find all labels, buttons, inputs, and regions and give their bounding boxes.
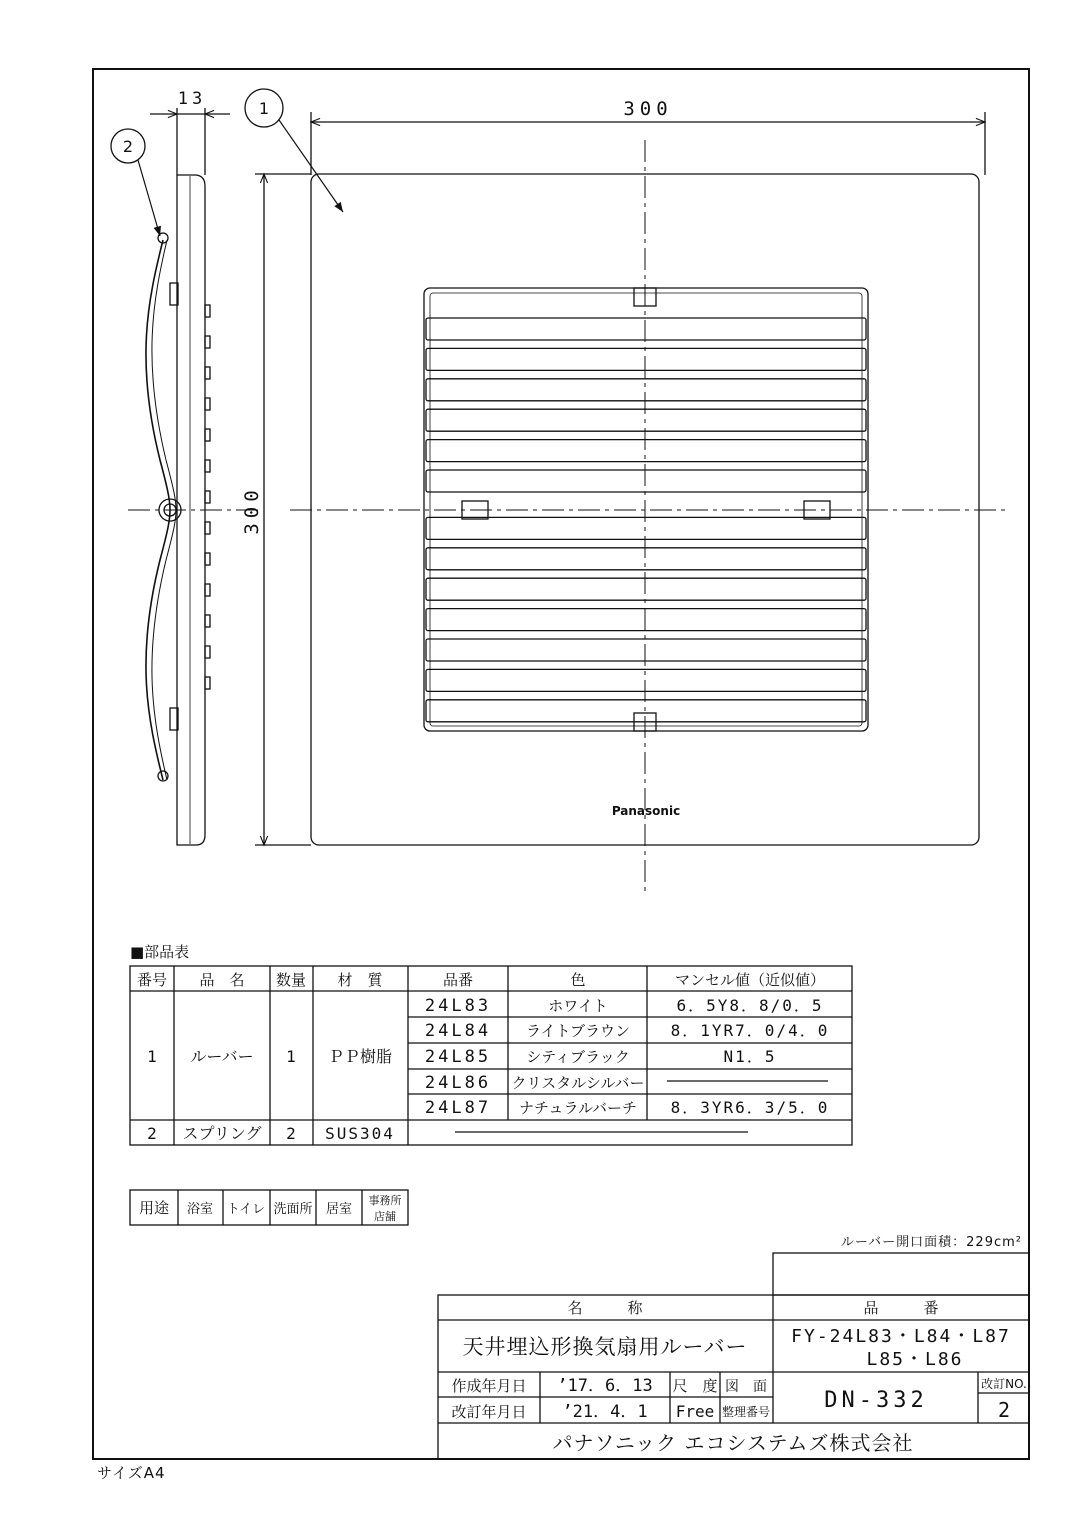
opening-area: ルーバー開口面積：229cm²: [840, 1235, 1022, 1250]
side-slat-tooth: [205, 305, 210, 317]
variant-color: ナチュラルバーチ: [518, 1099, 638, 1117]
drawing-label: 図 面: [725, 1379, 767, 1395]
revision-label: 改訂NO.: [981, 1377, 1027, 1391]
item1-qty: 1: [286, 1047, 296, 1066]
variant-code: 24L87: [424, 1098, 492, 1118]
drawing-number: DN-332: [824, 1388, 928, 1413]
item2-qty: 2: [286, 1124, 296, 1143]
usage-toilet: トイレ: [226, 1202, 266, 1217]
side-view: [128, 108, 260, 845]
usage-living: 居室: [325, 1202, 353, 1217]
grille-slat: [426, 548, 866, 570]
side-slat-tooth: [205, 677, 210, 689]
grille-slat: [426, 669, 866, 691]
scale-value: Free: [675, 1402, 715, 1421]
scale-label: 尺 度: [672, 1377, 718, 1395]
item2-name: スプリング: [182, 1124, 262, 1143]
item1-no: 1: [147, 1047, 157, 1066]
usage-shop: 店舗: [374, 1210, 396, 1223]
dim-width-label: 300: [623, 98, 673, 120]
front-view: [255, 112, 1010, 895]
side-slat-tooth: [205, 491, 210, 503]
variant-munsell: 6．5Y8．8/0．5: [676, 996, 824, 1015]
revised-label: 改訂年月日: [451, 1403, 527, 1421]
name-header: 名 称: [567, 1299, 643, 1317]
usage-washroom: 洗面所: [273, 1202, 313, 1217]
usage-bath: 浴室: [186, 1202, 214, 1217]
side-slat-tooth: [205, 584, 210, 596]
variant-munsell: 8．1YR7．0/4．0: [670, 1021, 830, 1040]
grille-slat: [426, 700, 866, 722]
grille-slat: [426, 318, 866, 340]
grille-slat: [426, 409, 866, 431]
parts-header-cell: 品番: [442, 971, 474, 989]
grille-slat: [426, 609, 866, 631]
side-slat-tooth: [205, 336, 210, 348]
parts-header-cell: 材 質: [337, 971, 383, 989]
usage-table: [130, 1190, 408, 1225]
part-header: 品 番: [863, 1299, 939, 1317]
side-slat-tooth: [205, 646, 210, 658]
serial-label: 整理番号: [721, 1405, 771, 1419]
side-slat-tooth: [205, 367, 210, 379]
created-label: 作成年月日: [451, 1377, 527, 1395]
callout-1-label: 1: [258, 99, 270, 118]
parts-table-title: ■部品表: [130, 943, 190, 961]
variant-color: クリスタルシルバー: [511, 1074, 645, 1092]
dim-13-label: 13: [177, 89, 207, 109]
variant-munsell: 8．3YR6．3/5．0: [670, 1098, 830, 1117]
parts-header-cell: 数量: [275, 971, 307, 989]
revision-value: 2: [997, 1398, 1011, 1422]
side-slat-tooth: [205, 429, 210, 441]
item2-material: SUS304: [325, 1124, 395, 1143]
variant-color: ライトブラウン: [525, 1022, 631, 1040]
grille-slat: [426, 578, 866, 600]
side-slat-tooth: [205, 522, 210, 534]
side-slat-tooth: [205, 398, 210, 410]
variant-code: 24L85: [424, 1047, 492, 1067]
usage-label: 用途: [138, 1199, 170, 1217]
variant-color: ホワイト: [548, 997, 608, 1015]
side-slat-tooth: [205, 553, 210, 565]
parts-header-cell: 品 名: [199, 971, 245, 989]
grille-slat: [426, 517, 866, 539]
variant-munsell: N1．5: [723, 1047, 777, 1066]
variant-code: 24L86: [424, 1073, 492, 1093]
grille-slat: [426, 639, 866, 661]
part-number-1: FY-24L83・L84・L87: [791, 1326, 1011, 1347]
dim-height-label: 300: [241, 485, 263, 535]
item2-no: 2: [147, 1124, 157, 1143]
variant-code: 24L84: [424, 1021, 492, 1041]
part-number-2: L85・L86: [866, 1349, 964, 1370]
variant-color: シティブラック: [526, 1048, 630, 1066]
product-name: 天井埋込形換気扇用ルーバー: [462, 1335, 748, 1359]
revised-date: ’21．4．1: [562, 1402, 648, 1422]
item1-material: ＰＰ樹脂: [327, 1047, 393, 1066]
grille-slat: [426, 379, 866, 401]
callout-2: [111, 129, 160, 236]
grille-slat: [426, 470, 866, 492]
parts-header-cell: 番号: [136, 971, 168, 989]
side-slat-tooth: [205, 460, 210, 472]
drawing-border: [93, 69, 1029, 1459]
callout-2-label: 2: [122, 137, 134, 156]
panasonic-logo: Panasonic: [611, 804, 681, 818]
grille-slat: [426, 348, 866, 370]
grille-slat: [426, 440, 866, 462]
variant-code: 24L83: [424, 996, 492, 1016]
item1-name: ルーバー: [190, 1047, 254, 1066]
paper-size-label: サイズA4: [97, 1464, 166, 1482]
parts-header-cell: 色: [570, 971, 586, 989]
parts-header-cell: マンセル値（近似値）: [674, 971, 826, 989]
side-slat-tooth: [205, 615, 210, 627]
usage-office: 事務所: [368, 1194, 402, 1207]
created-date: ’17．6．13: [557, 1376, 653, 1396]
company-name: パナソニック エコシステムズ株式会社: [552, 1431, 914, 1455]
